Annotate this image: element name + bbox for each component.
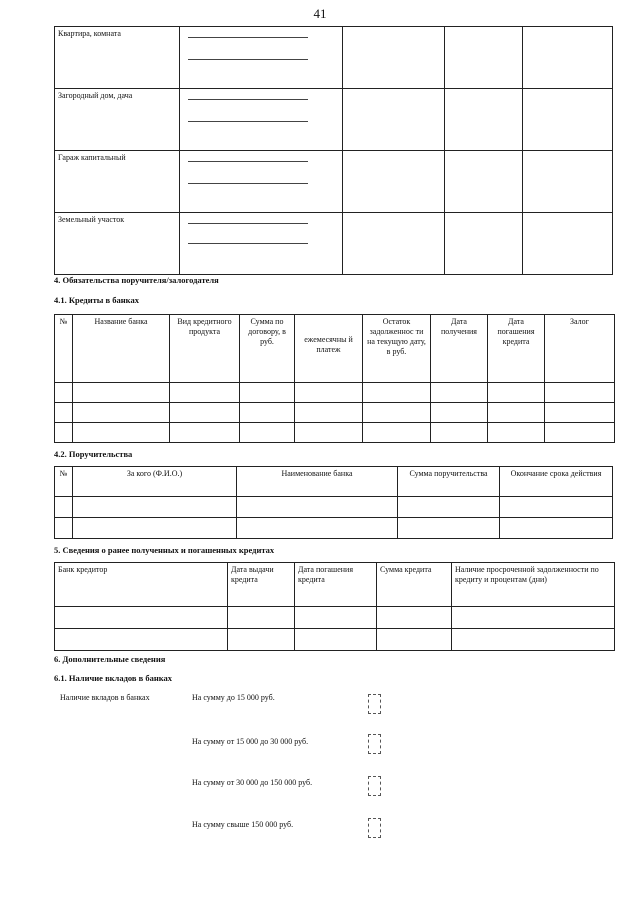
table-cell[interactable] — [445, 151, 523, 213]
table-cell[interactable] — [452, 629, 615, 651]
table-cell[interactable] — [377, 607, 452, 629]
table-cell[interactable] — [363, 383, 431, 403]
table-cell[interactable] — [295, 403, 363, 423]
table-row — [55, 629, 615, 651]
table-cell[interactable] — [237, 497, 398, 518]
col-header: Название банка — [73, 315, 170, 383]
table-cell[interactable] — [240, 423, 295, 443]
col-header: Дата выдачи кредита — [228, 563, 295, 607]
col-header: Наличие просроченной задолженности по кредиту и процентам (дни) — [452, 563, 615, 607]
table-cell[interactable] — [523, 213, 613, 275]
col-header: Вид кредитного продукта — [170, 315, 240, 383]
table-cell[interactable] — [500, 518, 613, 539]
col-header: № — [55, 467, 73, 497]
table-cell[interactable] — [445, 213, 523, 275]
table-cell[interactable] — [398, 518, 500, 539]
deposit-option-label: На сумму от 15 000 до 30 000 руб. — [192, 737, 309, 746]
table-row — [55, 497, 613, 518]
table-cell[interactable] — [295, 629, 377, 651]
col-header: Остаток задолженнос ти на текущую дату, в руб. — [363, 315, 431, 383]
table-cell[interactable] — [73, 383, 170, 403]
property-entry-cell[interactable] — [180, 89, 343, 151]
section-6-1-title: 6.1. Наличие вкладов в банках — [54, 673, 173, 683]
col-header: За кого (Ф.И.О.) — [73, 467, 237, 497]
table-cell[interactable] — [55, 497, 73, 518]
deposit-option-label: На сумму свыше 150 000 руб. — [192, 820, 294, 829]
table-cell[interactable] — [73, 423, 170, 443]
col-header: Сумма по договору, в руб. — [240, 315, 295, 383]
property-label: Гараж капитальный — [55, 151, 180, 213]
table-cell[interactable] — [398, 497, 500, 518]
col-header: Окончание срока действия — [500, 467, 613, 497]
col-header: Дата погашения кредита — [295, 563, 377, 607]
table-cell[interactable] — [343, 89, 445, 151]
section-4-1-title: 4.1. Кредиты в банках — [54, 295, 139, 305]
table-cell[interactable] — [452, 607, 615, 629]
deposits-label: Наличие вкладов в банках — [60, 693, 150, 702]
table-cell[interactable] — [73, 403, 170, 423]
page-number: 41 — [313, 6, 327, 21]
table-cell[interactable] — [228, 629, 295, 651]
deposit-option-checkbox[interactable] — [368, 694, 381, 714]
table-cell[interactable] — [431, 403, 488, 423]
table-cell[interactable] — [445, 27, 523, 89]
property-label: Земельный участок — [55, 213, 180, 275]
col-header: № — [55, 315, 73, 383]
table-row — [55, 403, 615, 423]
credits-table — [54, 314, 615, 443]
table-cell[interactable] — [170, 403, 240, 423]
table-cell[interactable] — [545, 403, 615, 423]
table-row — [55, 607, 615, 629]
table-cell[interactable] — [73, 497, 237, 518]
table-cell[interactable] — [445, 89, 523, 151]
table-cell[interactable] — [55, 423, 73, 443]
table-cell[interactable] — [240, 403, 295, 423]
table-cell[interactable] — [343, 213, 445, 275]
table-cell[interactable] — [523, 89, 613, 151]
section-4-title: 4. Обязательства поручителя/залогодателя — [54, 275, 219, 285]
property-entry-cell[interactable] — [180, 27, 343, 89]
table-cell[interactable] — [431, 423, 488, 443]
table-cell[interactable] — [237, 518, 398, 539]
table-cell[interactable] — [545, 383, 615, 403]
previous-credits-table — [54, 562, 615, 651]
col-header: Дата получения — [431, 315, 488, 383]
table-cell[interactable] — [73, 518, 237, 539]
section-4-2-title: 4.2. Поручительства — [54, 449, 133, 459]
table-cell[interactable] — [55, 518, 73, 539]
table-cell[interactable] — [295, 423, 363, 443]
table-cell[interactable] — [343, 151, 445, 213]
table-row — [55, 383, 615, 403]
table-cell[interactable] — [55, 629, 228, 651]
table-cell[interactable] — [55, 383, 73, 403]
property-entry-cell[interactable] — [180, 213, 343, 275]
table-cell[interactable] — [488, 403, 545, 423]
table-cell[interactable] — [488, 383, 545, 403]
table-cell[interactable] — [377, 629, 452, 651]
deposit-option-label: На сумму от 30 000 до 150 000 руб. — [192, 778, 313, 787]
property-label: Квартира, комната — [55, 27, 180, 89]
col-header: Сумма поручительства — [398, 467, 500, 497]
deposit-option-checkbox[interactable] — [368, 776, 381, 796]
table-cell[interactable] — [55, 403, 73, 423]
table-row — [55, 518, 613, 539]
table-cell[interactable] — [488, 423, 545, 443]
table-cell[interactable] — [545, 423, 615, 443]
col-header: Наименование банка — [237, 467, 398, 497]
table-cell[interactable] — [523, 151, 613, 213]
table-cell[interactable] — [363, 423, 431, 443]
section-5-title: 5. Сведения о ранее полученных и погашенных кредитах — [54, 545, 275, 555]
table-cell[interactable] — [295, 607, 377, 629]
table-cell[interactable] — [170, 423, 240, 443]
table-cell[interactable] — [55, 607, 228, 629]
deposit-option-label: На сумму до 15 000 руб. — [192, 693, 275, 702]
table-cell[interactable] — [170, 383, 240, 403]
table-row — [55, 423, 615, 443]
property-table — [54, 26, 613, 275]
guarantees-table — [54, 466, 613, 539]
table-cell[interactable] — [343, 27, 445, 89]
table-cell[interactable] — [295, 383, 363, 403]
table-cell[interactable] — [240, 383, 295, 403]
property-label: Загородный дом, дача — [55, 89, 180, 151]
col-header: Дата погашения кредита — [488, 315, 545, 383]
col-header: Залог — [545, 315, 615, 383]
table-cell[interactable] — [500, 497, 613, 518]
col-header: Банк кредитор — [55, 563, 228, 607]
section-6-title: 6. Дополнительные сведения — [54, 654, 166, 664]
col-header: ежемесячны й платеж — [295, 315, 363, 383]
property-entry-cell[interactable] — [180, 151, 343, 213]
col-header: Сумма кредита — [377, 563, 452, 607]
table-cell[interactable] — [228, 607, 295, 629]
table-cell[interactable] — [431, 383, 488, 403]
table-cell[interactable] — [523, 27, 613, 89]
table-cell[interactable] — [363, 403, 431, 423]
deposit-option-checkbox[interactable] — [368, 818, 381, 838]
deposit-option-checkbox[interactable] — [368, 734, 381, 754]
